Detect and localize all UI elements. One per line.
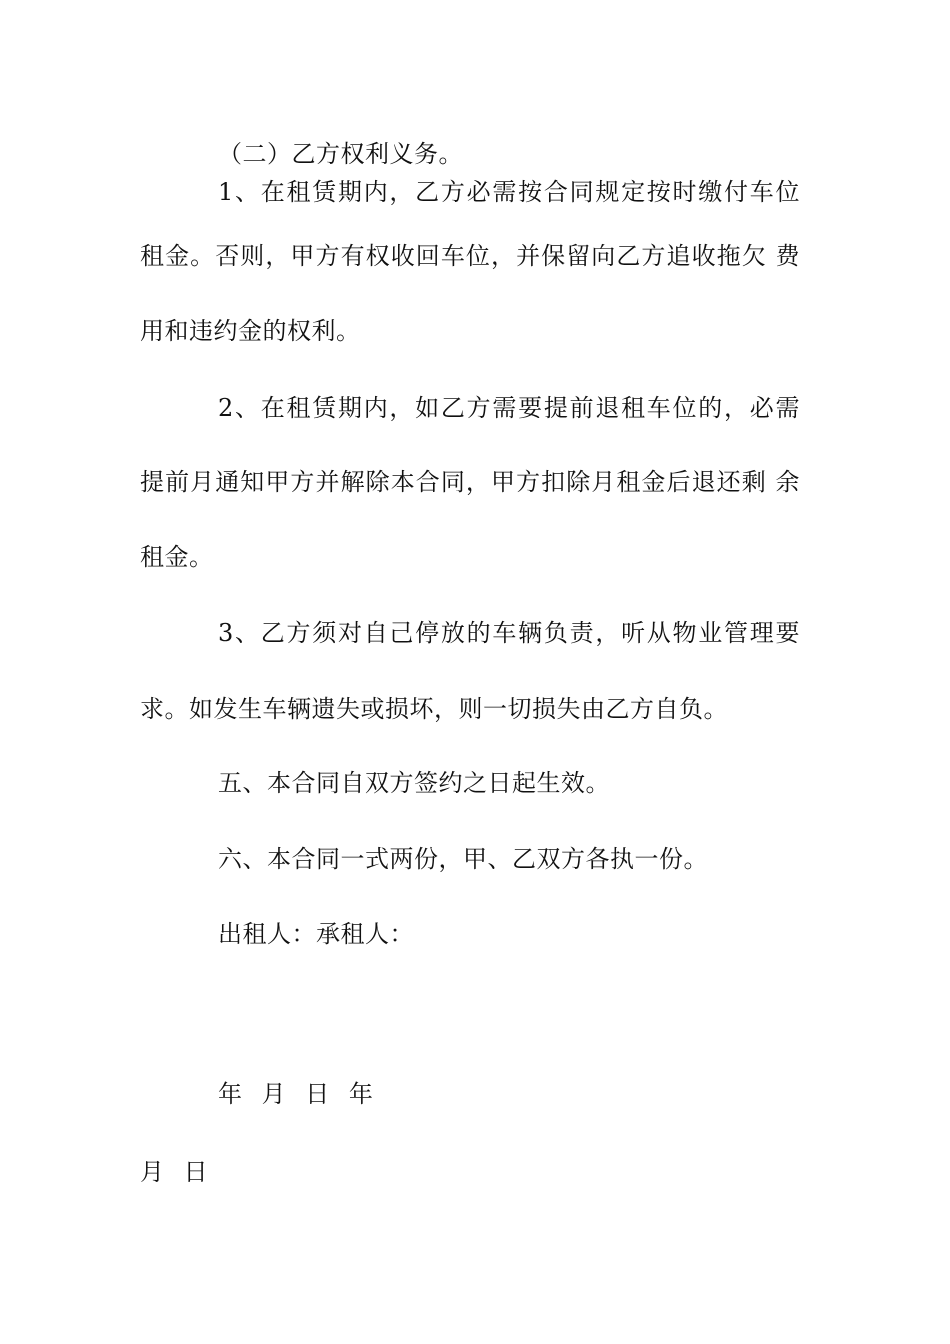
signature-line: 出租人：承租人： (218, 920, 414, 948)
clause-3-line-1: 3、乙方须对自己停放的车辆负责，听从物业管理要 (218, 619, 800, 647)
article-6: 六、本合同一式两份，甲、乙双方各执一份。 (218, 845, 708, 873)
clause-1-line-3: 用和违约金的权利。 (140, 317, 361, 345)
clause-1-line-2: 租金。否则，甲方有权收回车位，并保留向乙方追收拖欠 费 (140, 242, 800, 270)
clause-1-line-1: 1、在租赁期内，乙方必需按合同规定按时缴付车位 (218, 178, 800, 206)
date-line-1: 年 月 日 年 (218, 1080, 379, 1108)
clause-2-line-1: 2、在租赁期内，如乙方需要提前退租车位的，必需 (218, 394, 800, 422)
clause-2-line-3: 租金。 (140, 543, 214, 571)
clause-3-line-2: 求。如发生车辆遗失或损坏，则一切损失由乙方自负。 (140, 695, 728, 723)
date-line-2: 月 日 (140, 1158, 214, 1186)
section-heading: （二）乙方权利义务。 (218, 140, 463, 168)
clause-2-line-2: 提前月通知甲方并解除本合同，甲方扣除月租金后退还剩 余 (140, 468, 800, 496)
article-5: 五、本合同自双方签约之日起生效。 (218, 769, 610, 797)
